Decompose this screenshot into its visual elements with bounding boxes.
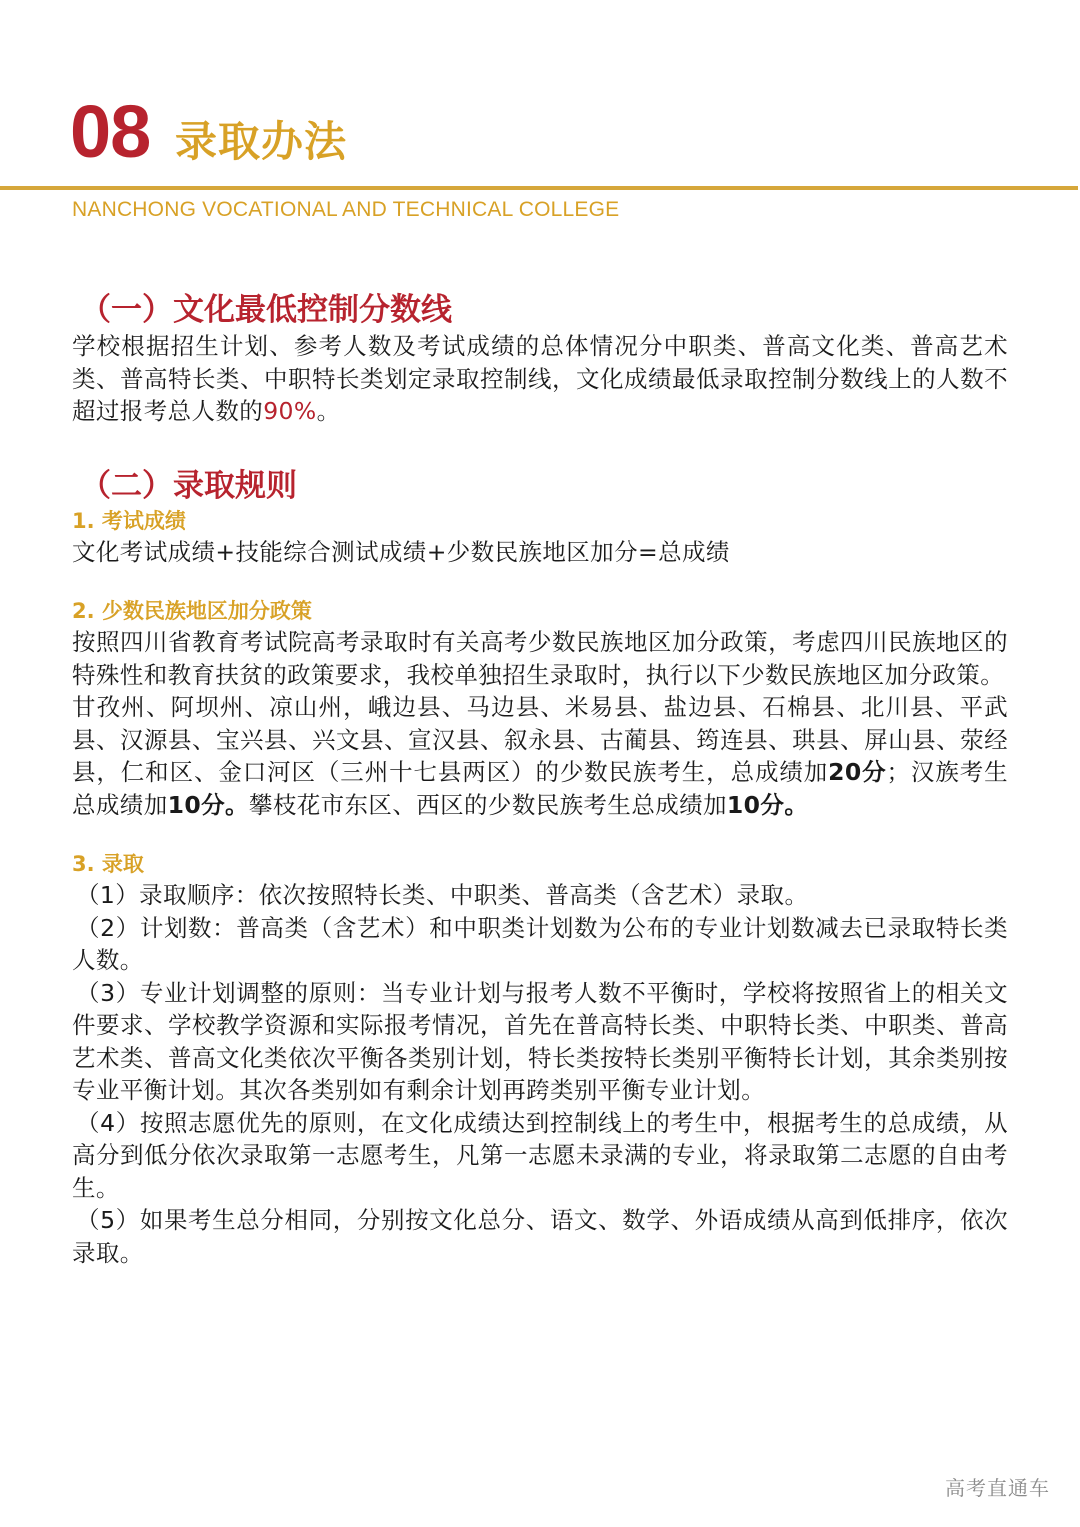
bonus-panzhihua: 10分。: [726, 790, 809, 819]
minority-bonus-intro: 按照四川省教育考试院高考录取时有关高考少数民族地区加分政策，考虑四川民族地区的特殊性和教育扶贫的政策要求，我校单独招生录取时，执行以下少数民族地区加分政策。: [72, 628, 1008, 689]
chapter-title: 录取办法: [175, 117, 348, 166]
han-text: ；汉族考生总成绩加: [72, 758, 1008, 819]
college-name: NANCHONG VOCATIONAL AND TECHNICAL COLLEGE: [72, 198, 620, 221]
bonus-minority: 20分: [828, 758, 887, 786]
main-content: [72, 290, 1008, 1269]
admission-item-2: （2）计划数：普高类（含艺术）和中职类计划数为公布的专业计划数减去已录取特长类人数。: [72, 913, 1008, 974]
admission-item-1: （1）录取顺序：依次按照特长类、中职类、普高类（含艺术）录取。: [76, 881, 809, 909]
admission-item-5: （5）如果考生总分相同，分别按文化总分、语文、数学、外语成绩从高到低排序，依次录取。: [72, 1206, 1008, 1267]
header-divider: [0, 186, 1078, 190]
section-heading-admission-rules: （二）录取规则: [80, 467, 297, 504]
page-header: [0, 0, 1080, 240]
sub-heading-minority-bonus: 2. 少数民族地区加分政策: [72, 599, 312, 623]
sub-heading-exam-score: 1. 考试成绩: [72, 508, 186, 533]
sub-heading-admission: 3. 录取: [72, 852, 144, 876]
panzhihua-text: 攀枝花市东区、西区的少数民族考生总成绩加: [248, 790, 727, 819]
bonus-han: 10分。: [167, 790, 249, 819]
exam-score-formula: 文化考试成绩+技能综合测试成绩+少数民族地区加分=总成绩: [72, 537, 730, 566]
watermark: 高考直通车: [945, 1476, 1050, 1500]
admission-item-3: （3）专业计划调整的原则：当专业计划与报考人数不平衡时，学校将按照省上的相关文件要求、学校教学资源和实际报考情况，首先在普高特长类、中职特长类、中职类、普高艺术类、普高文化类依次平衡各类别计划，特长类按特长类别平衡特长计划，其余类别按专业平衡计划。其次各类别如有剩余计划再跨类别平衡专业计划。: [72, 978, 1008, 1104]
section1-text: 学校根据招生计划、参考人数及考试成绩的总体情况分中职类、普高文化类、普高艺术类、普高特长类、中职特长类划定录取控制线，文化成绩最低录取控制分数线上的人数不超过报考总人数的: [72, 332, 1008, 425]
cutoff-percentage: 90%: [263, 397, 317, 425]
minority-bonus-regions: [72, 691, 1008, 821]
chapter-number: 08: [70, 90, 151, 173]
section1-text-end: 。: [316, 397, 341, 425]
admission-item-4: （4）按照志愿优先的原则，在文化成绩达到控制线上的考生中，根据考生的总成绩，从高分到低分依次录取第一志愿考生，凡第一志愿未录满的专业，将录取第二志愿的自由考生。: [72, 1108, 1008, 1202]
section-heading-cultural-cutoff: （一）文化最低控制分数线: [80, 292, 452, 328]
section1-paragraph: [72, 330, 1008, 428]
regions-text: 甘孜州、阿坝州、凉山州，峨边县、马边县、米易县、盐边县、石棉县、北川县、平武县、汉源县、宝兴县、兴文县、宣汉县、叙永县、古蔺县、筠连县、珙县、屏山县、荥经县，仁和区、金口河区（三州十七县两区）的少数民族考生，总成绩加: [72, 693, 1008, 786]
